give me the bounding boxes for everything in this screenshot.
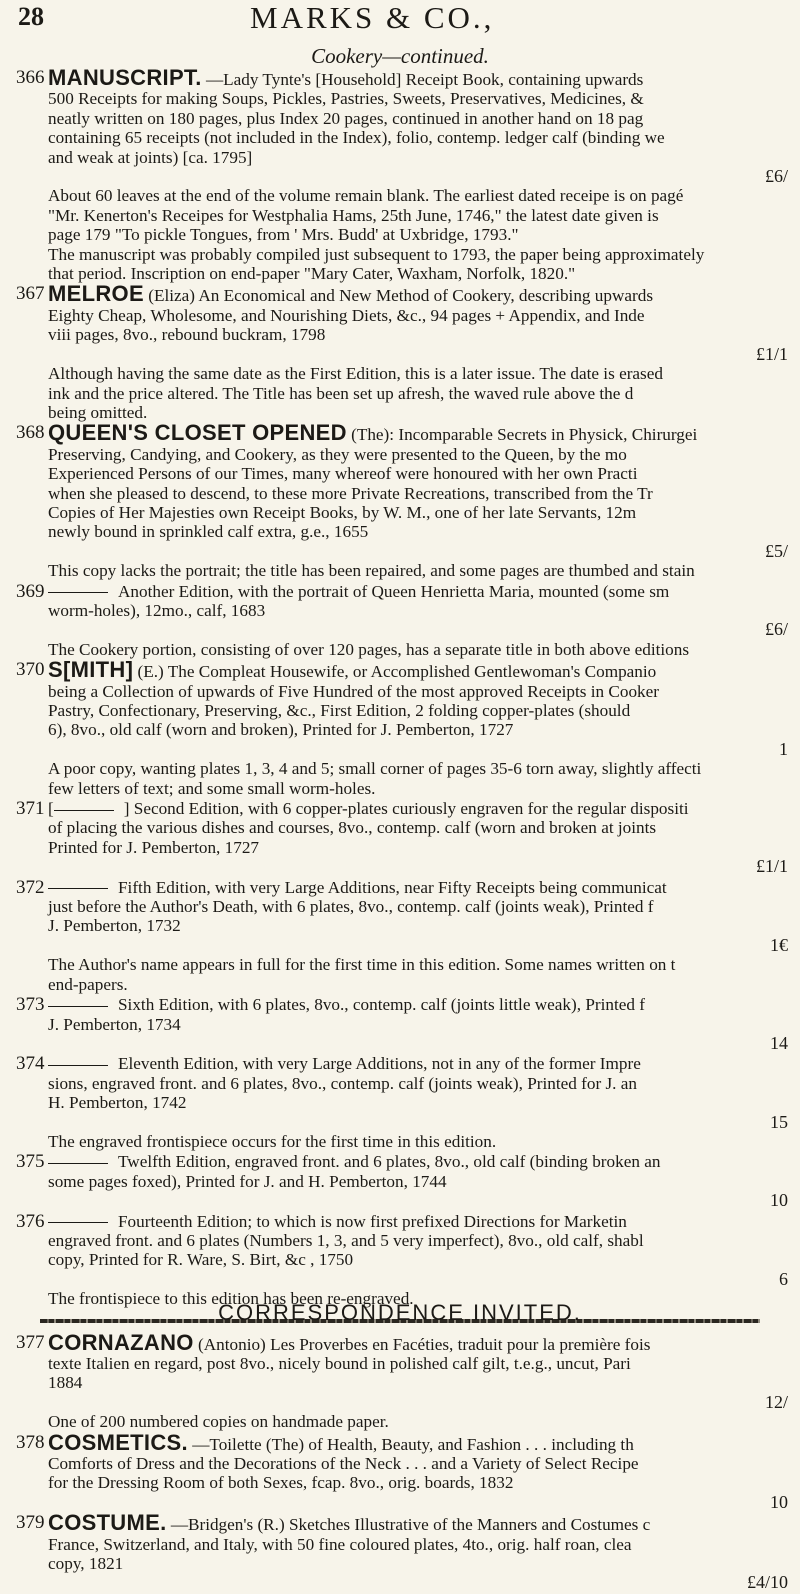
entry-text: Pastry, Confectionary, Preserving, &c., First Edition, 2 folding copper-plates (should: [48, 701, 631, 720]
entry-text-line: [48, 128, 800, 147]
entry-text-line: [48, 1093, 800, 1112]
entry-title: QUEEN'S CLOSET OPENED: [48, 420, 347, 446]
entry-text: (The): Incomparable Secrets in Physick, Chirurgei: [351, 425, 698, 445]
entry-text-line: [48, 878, 800, 897]
entry-text: being a Collection of upwards of Five Hundred of the most approved Receipts in Cooker: [48, 681, 659, 701]
entry-text-line: [48, 325, 800, 344]
entry-text-line: [48, 1554, 800, 1573]
entry-number: 366: [16, 67, 45, 88]
entry-text: and weak at joints) [ca. 1795]: [48, 147, 253, 167]
entry-number: 377: [16, 1331, 45, 1353]
ditto-rule: [48, 1163, 108, 1164]
entry-text-line: [48, 916, 800, 935]
entry-text: Fifth Edition, with very Large Additions, near Fifty Receipts being communicat: [118, 877, 667, 897]
entry-text: neatly written on 180 pages, plus Index 20 pages, continued in another hand on 18 pag: [48, 108, 644, 128]
entry-text: ] Second Edition, with 6 copper-plates curiously engraven for the regular dispositi: [123, 799, 689, 819]
entry-text: 6), 8vo., old calf (worn and broken), Printed for J. Pemberton, 1727: [48, 720, 514, 740]
entry-text: Fourteenth Edition; to which is now first prefixed Directions for Marketin: [118, 1211, 627, 1231]
entry-title: CORNAZANO: [48, 1329, 194, 1355]
entry-text-line: [48, 1329, 800, 1355]
entry-note: ink and the price altered. The Title has been set up afresh, the waved rule above the d: [48, 383, 634, 403]
entry-price: 10: [770, 1190, 788, 1211]
catalogue-entry: [0, 65, 800, 284]
entry-number: 376: [16, 1210, 45, 1232]
catalogue-entry: [0, 657, 800, 798]
entry-note: The frontispiece to this edition has been re-engraved.: [48, 1289, 414, 1309]
catalogue-entry: [0, 281, 800, 422]
section-heading: Cookery—continued.: [311, 44, 489, 68]
ditto-rule: [48, 888, 108, 889]
entry-price: £4/10: [746, 1572, 788, 1593]
entry-price: 15: [770, 1111, 788, 1132]
entry-text: 500 Receipts for making Soups, Pickles, Pastries, Sweets, Preservatives, Medicines, &: [48, 89, 644, 109]
catalogue-entry: [0, 1152, 800, 1210]
entry-text-line: [48, 897, 800, 916]
entry-title: COSMETICS.: [48, 1429, 188, 1455]
entry-note: About 60 leaves at the end of the volume remain blank. The earliest dated receipe is on pagé: [48, 186, 684, 206]
entry-note: "Mr. Kenerton's Receipes for Westphalia Hams, 25th June, 1746," the latest date given is: [48, 205, 659, 225]
entry-text-line: [48, 109, 800, 128]
entry-text: containing 65 receipts (not included in the Index), folio, contemp. ledger calf (binding we: [48, 128, 665, 148]
entry-text-line: [48, 420, 800, 446]
entry-number: 375: [16, 1151, 45, 1173]
entry-text: Twelfth Edition, engraved front. and 6 plates, 8vo., old calf (binding broken an: [118, 1152, 661, 1172]
entry-text-line: [48, 818, 800, 837]
entry-text-line: [48, 1429, 800, 1455]
entry-price: £1/1: [755, 343, 788, 364]
catalogue-entry: [0, 1329, 800, 1432]
catalogue-entry: [0, 1212, 800, 1309]
entry-text-line: [48, 1354, 800, 1373]
entry-number: 373: [16, 994, 45, 1016]
entry-text: (Eliza) An Economical and New Method of Cookery, describing upwards: [148, 286, 654, 306]
entry-note: This copy lacks the portrait; the title has been repaired, and some pages are thumbed and stain: [48, 561, 695, 581]
entry-text: for the Dressing Room of both Sexes, fcap. 8vo., orig. boards, 1832: [48, 1473, 514, 1493]
entry-text-line: [48, 1250, 800, 1269]
catalogue-entry: [0, 995, 800, 1053]
entry-note: that period. Inscription on end-paper "Mary Cater, Waxham, Norfolk, 1820.": [48, 264, 576, 284]
entry-price: 12/: [764, 1391, 788, 1412]
entry-note: The manuscript was probably compiled just subsequent to 1793, the paper being approximately: [48, 244, 705, 264]
entry-text-line: [48, 306, 800, 325]
entry-text: Eighty Cheap, Wholesome, and Nourishing Diets, &c., 94 pages + Appendix, and Inde: [48, 305, 645, 325]
entry-text: Preserving, Candying, and Cookery, as they were presented to the Queen, by the mo: [48, 444, 627, 464]
entry-price: £5/: [764, 540, 788, 561]
entry-price: £6/: [764, 619, 788, 640]
entry-number: 369: [16, 580, 45, 602]
entry-text-line: [48, 838, 800, 857]
entry-note: page 179 "To pickle Tongues, from ' Mrs. Budd' at Uxbridge, 1793.": [48, 225, 519, 245]
entry-text-line: [48, 1015, 800, 1034]
entry-text-line: [48, 1212, 800, 1231]
entry-text: Printed for J. Pemberton, 1727: [48, 837, 260, 857]
catalogue-entry: [0, 799, 800, 877]
entry-text-line: [ ] Second Edition, with 6 copper-plates curiously engraven for the regular dispositi: [48, 799, 689, 819]
entry-note: being omitted.: [48, 402, 148, 422]
entry-text: H. Pemberton, 1742: [48, 1093, 187, 1113]
entry-text-line: [48, 464, 800, 483]
entry-text: Eleventh Edition, with very Large Additions, not in any of the former Impre: [118, 1054, 641, 1074]
entry-number: 379: [16, 1512, 45, 1534]
entry-text: Copies of Her Majesties own Receipt Books, by W. M., one of her late Servants, 12m: [48, 502, 637, 522]
entry-title: MELROE: [48, 281, 144, 307]
entry-price: £6/: [764, 166, 788, 187]
ditto-rule: [48, 1006, 108, 1007]
entry-title: COSTUME.: [48, 1510, 167, 1536]
catalogue-entry: [0, 1054, 800, 1151]
entry-text-line: [48, 601, 800, 620]
entry-text: copy, Printed for R. Ware, S. Birt, &c , 1750: [48, 1250, 354, 1270]
entry-text-line: [48, 281, 800, 307]
catalogue-entry: [0, 878, 800, 994]
entry-price: 10: [770, 1491, 788, 1512]
entry-text-line: [48, 1535, 800, 1554]
entry-number: 367: [16, 283, 45, 305]
entry-number: 374: [16, 1053, 45, 1075]
entry-text-line: [48, 89, 800, 108]
entry-text: Another Edition, with the portrait of Queen Henrietta Maria, mounted (some sm: [118, 581, 670, 601]
entry-text-line: [48, 1510, 800, 1536]
catalogue-entry: [0, 1429, 800, 1513]
catalogue-entry: [0, 1510, 800, 1593]
entry-text-line: [48, 1074, 800, 1093]
entry-text-line: [48, 1172, 800, 1191]
entry-text: Sixth Edition, with 6 plates, 8vo., contemp. calf (joints little weak), Printed f: [118, 995, 645, 1015]
entry-note: Although having the same date as the First Edition, this is a later issue. The date is erased: [48, 364, 663, 384]
entry-text-line: [48, 995, 800, 1014]
entry-list: [0, 65, 800, 1594]
entry-price: £1/1: [755, 856, 788, 877]
entry-text: J. Pemberton, 1734: [48, 1014, 181, 1034]
entry-text-line: [48, 65, 800, 90]
entry-text: just before the Author's Death, with 6 plates, 8vo., contemp. calf (joints weak), Printed f: [48, 897, 654, 917]
entry-text: —Lady Tynte's [Household] Receipt Book, containing upwards: [205, 70, 644, 89]
entry-note: The Cookery portion, consisting of over 120 pages, has a separate title in both above editions: [48, 639, 690, 659]
entry-title: MANUSCRIPT.: [48, 65, 202, 90]
entry-text: Experienced Persons of our Times, many whereof were honoured with her own Practi: [48, 464, 638, 484]
entry-note: few letters of text; and some small worm-holes.: [48, 778, 376, 798]
entry-text: texte Italien en regard, post 8vo., nicely bound in polished calf gilt, t.e.g., uncut, Pari: [48, 1354, 631, 1373]
entry-text-line: [48, 582, 800, 601]
entry-text-line: [48, 1454, 800, 1473]
entry-text-line: [48, 522, 800, 541]
ditto-rule: [54, 810, 114, 811]
entry-number: 370: [16, 659, 45, 681]
entry-text: some pages foxed), Printed for J. and H. Pemberton, 1744: [48, 1171, 447, 1191]
entry-text: worm-holes), 12mo., calf, 1683: [48, 600, 266, 620]
page-number: 28: [18, 2, 44, 31]
entry-text: copy, 1821: [48, 1554, 124, 1574]
footer-notice: CORRESPONDENCE INVITED.: [218, 1300, 582, 1325]
catalogue-entry: [0, 420, 800, 581]
entry-text: —Toilette (The) of Health, Beauty, and Fashion . . . including th: [192, 1434, 634, 1454]
ditto-rule: [48, 1222, 108, 1223]
entry-text: when she pleased to descend, to these more Private Recreations, transcribed from the Tr: [48, 483, 653, 503]
entry-text: 1884: [48, 1373, 83, 1393]
entry-text: of placing the various dishes and courses, 8vo., contemp. calf (worn and broken at joints: [48, 818, 657, 838]
entry-text-line: [48, 1152, 800, 1171]
entry-number: 372: [16, 876, 45, 898]
entry-price: 14: [770, 1032, 788, 1053]
entry-text-line: [48, 503, 800, 522]
ditto-rule: [48, 592, 108, 593]
entry-text: Comforts of Dress and the Decorations of the Neck . . . and a Variety of Select Recipe: [48, 1454, 639, 1474]
entry-text-line: [48, 1473, 800, 1492]
entry-text: engraved front. and 6 plates (Numbers 1, 3, and 5 very imperfect), 8vo., old calf, shabl: [48, 1230, 644, 1250]
entry-note: end-papers.: [48, 974, 128, 994]
entry-price: 6: [779, 1268, 788, 1289]
entry-note: A poor copy, wanting plates 1, 3, 4 and 5; small corner of pages 35-6 torn away, slightly affecti: [48, 759, 702, 779]
entry-title: S[MITH]: [48, 657, 134, 683]
entry-text-line: [48, 682, 800, 701]
entry-text: sions, engraved front. and 6 plates, 8vo., contemp. calf (joints weak), Printed for J. an: [48, 1073, 637, 1093]
entry-text-line: [48, 1054, 800, 1073]
entry-text-line: [48, 720, 800, 739]
entry-text: —Bridgen's (R.) Sketches Illustrative of the Manners and Costumes c: [170, 1515, 651, 1535]
entry-number: 368: [16, 422, 45, 444]
entry-text-line: [48, 1373, 800, 1392]
entry-text-line: [48, 701, 800, 720]
ditto-rule: [48, 1065, 108, 1066]
entry-text: viii pages, 8vo., rebound buckram, 1798: [48, 325, 326, 345]
entry-text-line: [48, 445, 800, 464]
running-head: MARKS & CO.,: [250, 0, 495, 35]
page-header: [0, 0, 800, 36]
entry-text: newly bound in sprinkled calf extra, g.e., 1655: [48, 522, 369, 542]
entry-note: The Author's name appears in full for the first time in this edition. Some names written on t: [48, 955, 676, 975]
entry-text: (Antonio) Les Proverbes en Facéties, traduit pour la première fois: [198, 1334, 651, 1354]
entry-text-line: [48, 484, 800, 503]
catalogue-entry: [0, 582, 800, 660]
entry-number: 371: [16, 798, 45, 820]
entry-text: J. Pemberton, 1732: [48, 916, 181, 936]
entry-price: 1€: [770, 934, 788, 955]
entry-note: The engraved frontispiece occurs for the first time in this edition.: [48, 1131, 497, 1151]
entry-note: One of 200 numbered copies on handmade paper.: [48, 1412, 389, 1432]
entry-text: (E.) The Compleat Housewife, or Accomplished Gentlewoman's Companio: [137, 662, 657, 682]
entry-price: 1: [779, 738, 788, 759]
entry-text: France, Switzerland, and Italy, with 50 fine coloured plates, 4to., orig. half roan, clea: [48, 1534, 632, 1554]
entry-text-line: [48, 148, 800, 167]
entry-number: 378: [16, 1431, 45, 1453]
entry-text-line: [48, 1231, 800, 1250]
entry-text-line: [48, 657, 800, 683]
